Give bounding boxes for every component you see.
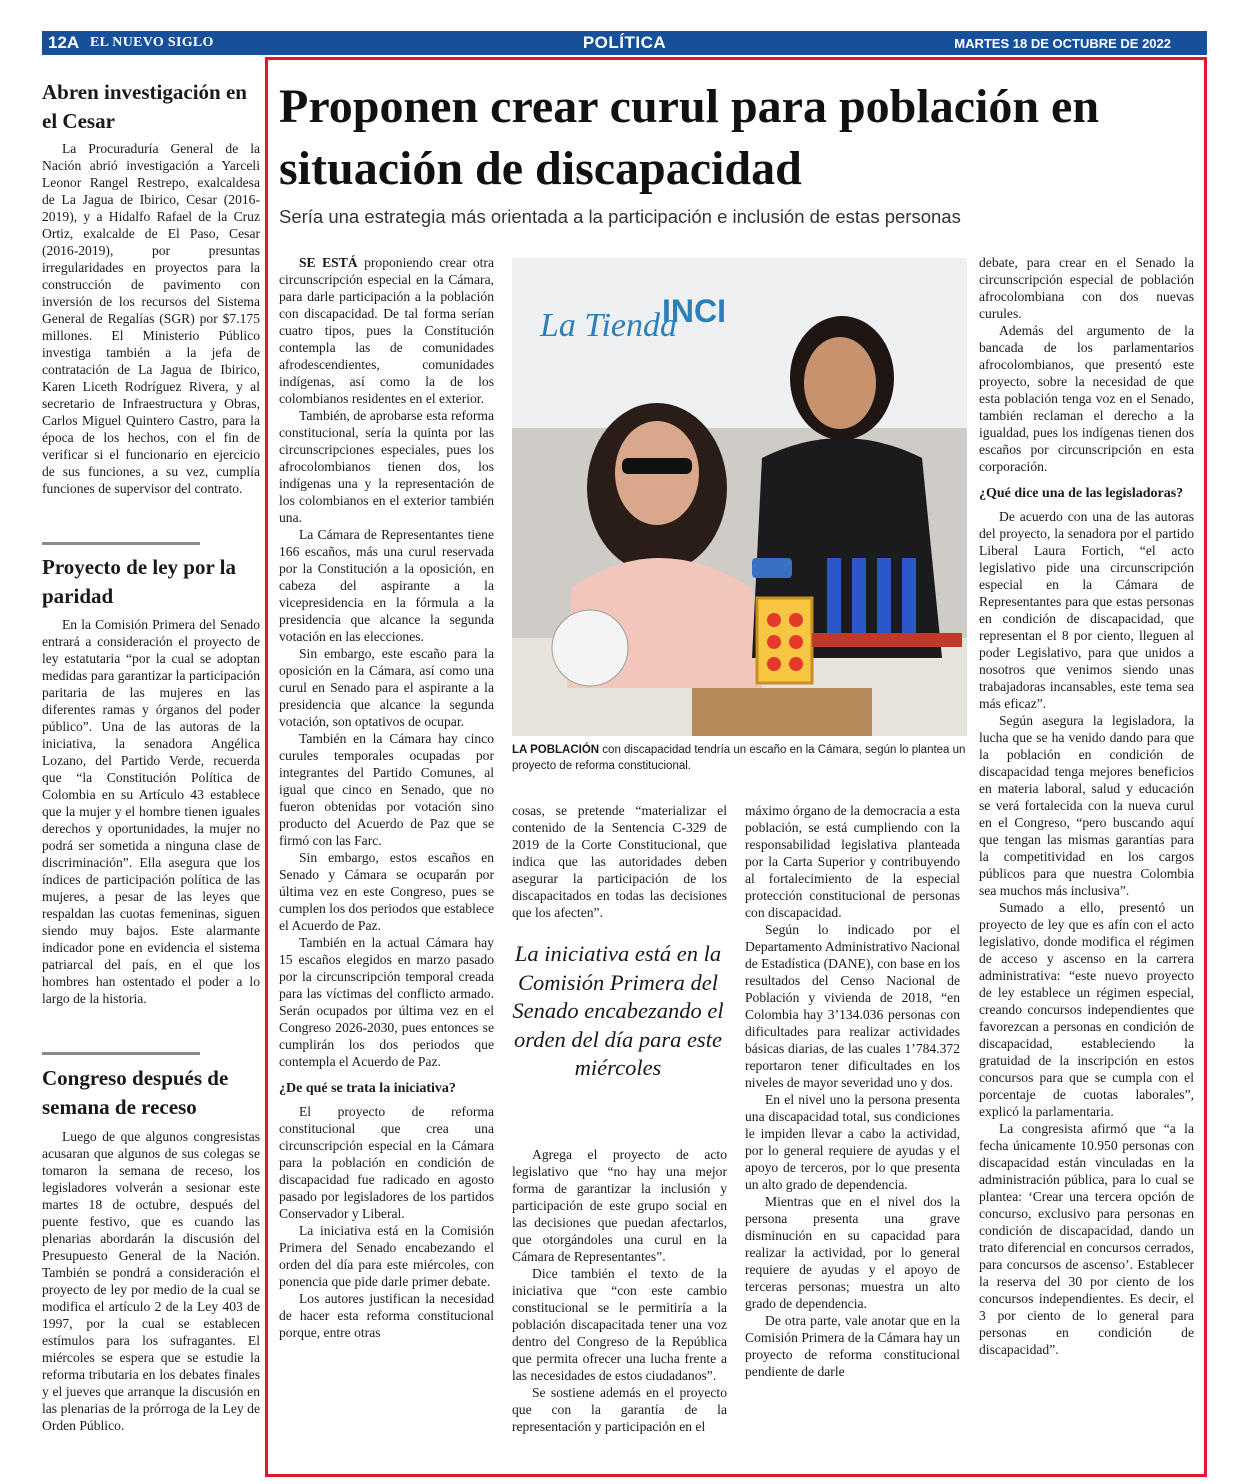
brief-text: En la Comisión Primera del Senado entrará a consideración el proyecto de ley estatutaria “por la cual se adoptan medidas para garantizar la participación paritaria de las mujeres en las diferentes ramas y órganos del poder público”. Una de las autoras de la iniciativa, la senadora Angélica Lozano, del Partido Verde, recuerda que “la Constitución Política de Colombia en su Artículo 43 establece que la mujer y el hombre tienen iguales derechos y oportunidades, la mujer no podrá ser sometida a ninguna clase de discriminación”. Ella asegura que los índices de participación política de las mujeres, a pesar de las leyes que respaldan las cuotas femeninas, siguen siendo muy bajos. Este alarmante indicador pone en evidencia el sistema patriarcal del país, en el que los hombres han ostentado el poder a lo largo de la historia. [42,617,260,1006]
paragraph: Mientras que en el nivel dos la persona presenta una grave disminución en su capacidad para realizar la actividad, por lo general requiere de ayudas y el apoyo de terceras personas; muestra un alto grado de dependencia. [745,1194,960,1311]
section-divider [42,542,200,545]
paragraph: También en la actual Cámara hay 15 escaños elegidos en marzo pasado por la circunscripción temporal creada para las víctimas del conflicto armado. Serán ocupados por última vez en el Congreso 2026-2030, pues entonces se cumplirán los dos periodos que contempla el Acuerdo de Paz. [279,935,494,1069]
paragraph: De acuerdo con una de las autoras del proyecto, la senadora por el partido Liberal Laura Fortich, “el acto legislativo pide una circunscripción especial en la Cámara de Representantes para que estas personas en condición de discapacidad, que representan el 8 por ciento, lleguen al poder Legislativo, para que unidos a nosotros que venimos siendo unas trabajadoras incansables, este tema sea más eficaz”. [979,509,1194,711]
paragraph: proponiendo crear otra circunscripción especial en la Cámara, para darle participación a la población con discapacidad. De tal forma serían cuatro tipos, pues la Constitución contempla las de comunidades afrodescendientes, comunidades indígenas, así como la de los colombianos residentes en el exterior. [279,255,494,406]
paragraph: La Cámara de Representantes tiene 166 escaños, más una curul reservada por la Constitución a la oposición, en cabeza del aspirante a la vicepresidencia en la fórmula a la presidencia que alcance la segunda votación en las elecciones. [279,527,494,644]
paragraph: Además del argumento de la bancada de los parlamentarios afrocolombianos, que presentó este proyecto, sobre la necesidad de que esta población tenga voz en el Senado, también reclaman el derecho a la igualdad, pues los indígenas tienen dos escaños por circunscripción en esta corporación. [979,323,1194,474]
caption-lead: LA POBLACIÓN [512,744,600,756]
section-divider [42,1052,200,1055]
paragraph: Sumado a ello, presentó un proyecto de ley que es afín con el acto legislativo, donde modifica el régimen de acceso y ascenso en la carrera administrativa: “este nuevo proyecto de ley establece un régimen especial, creando concursos independientes que favorezcan a personas en condición de discapacidad, estableciendo la gratuidad de la inscripción en estos concursos para que se cumpla con el porcentaje de cuotas laborales”, explicó la parlamentaria. [979,900,1194,1119]
paragraph: debate, para crear en el Senado la circunscripción especial de población afrocolombiana con dos nuevas curules. [979,255,1194,321]
paragraph: cosas, se pretende “materializar el contenido de la Sentencia C-329 de 2019 de la Corte Constitucional, que indica que las autoridades deben asegurar la participación de los discapacitados en todas las decisiones que los afecten”. [512,803,727,920]
paragraph: Según lo indicado por el Departamento Administrativo Nacional de Estadística (DANE), con base en los resultados del Censo Nacional de Población y vivienda de 2018, “en Colombia hay 3’134.036 personas con dificultades para realizar actividades básicas diarias, de las cuales 1’784.372 reportaron tener dificultades en los niveles de mayor severidad uno y dos. [745,922,960,1090]
brief-text: La Procuraduría General de la Nación abrió investigación a Yarceli Leonor Rangel Restrepo, exalcaldesa de La Jagua de Ibirico, Cesar (2016-2019), y a Hidalfo Rafael de la Cruz Ortiz, exalcalde de El Paso, Cesar (2016-2019), por presuntas irregularidades en proyectos para la construcción de pavimento con inversión de los recursos del Sistema General de Regalías (SGR) por $7.175 millones. El Ministerio Público investiga también a la jefa de contratación de La Jagua de Ibirico, Karen Liceth Rodríguez Rivera, y al secretario de Infraestructura y Obras, Carlos Miguel Quintero Castro, para la época de los hechos, con el fin de verificar si el funcionario en ejercicio de sus funciones, a su vez, cumplía funciones de supervisor del contrato. [42,141,260,496]
photo-illustration [512,258,967,736]
brief-text: Luego de que algunos congresistas acusaran que algunos de sus colegas se tomaron la semana de receso, los legisladores volverán a sesionar este martes 18 de octubre, después del puente festivo, que es cuando las plenarias abordarán la discusión del Presupuesto General de la Nación. También se pondrá a consideración el proyecto de ley por medio de la cual se modifica el artículo 2 de la Ley 403 de 1997, por la cual se establecen estímulos para los sufragantes. El miércoles se espera que se estudie la reforma tributaria en los debates finales y el jueves que arranque la discusión en las plenarias de la prórroga de la Ley de Orden Público. [42,1129,260,1433]
section-name: POLÍTICA [582,33,667,52]
newspaper-name: EL NUEVO SIGLO [90,35,214,50]
paragraph: El proyecto de reforma constitucional que crea una circunscripción especial en la Cámara para la población en condición de discapacidad fue radicado en agosto pasado por legisladores de los partidos Conservador y Liberal. [279,1104,494,1221]
article-photo [512,258,967,736]
subheading: ¿Qué dice una de las legisladoras? [979,486,1184,501]
paragraph: De otra parte, vale anotar que en la Comisión Primera de la Cámara hay un proyecto de reforma constitucional pendiente de darle [745,1313,960,1379]
paragraph: Según asegura la legisladora, la lucha que se ha venido dando para que la población en condición de discapacidad tenga mejores beneficios en materia laboral, salud y educación se verá fortalecida con la nueva curul en el Congreso, “pero buscando aquí que tengan las mismas garantías para la competitividad en los cargos públicos para que nuestra Colombia sea muchos más inclusiva”. [979,713,1194,898]
article-column-1 [279,254,494,1341]
paragraph: Sin embargo, este escaño para la oposición en la Cámara, así como una curul en Senado para el aspirante a la presidencia que alcance la segunda votación, son optativos de ocupar. [279,646,494,729]
article-column-4 [979,254,1194,1358]
paragraph: Los autores justifican la necesidad de hacer esta reforma constitucional porque, entre otras [279,1291,494,1340]
paragraph: En el nivel uno la persona presenta una discapacidad total, sus condiciones le impiden llevar a cabo la actividad, por lo general requiere de ayudas y el apoyo de terceros, por lo que presenta un alto grado de dependencia. [745,1092,960,1192]
caption-text: con discapacidad tendría un escaño en la Cámara, según lo plantea un proyecto de reforma constitucional. [512,744,966,772]
paragraph: máximo órgano de la democracia a esta población, se está cumpliendo con la responsabilidad legislativa planteada por la Carta Superior y contribuyendo al fortalecimiento de la especial protección constitucional de personas con discapacidad. [745,803,960,920]
issue-date: MARTES 18 DE OCTUBRE DE 2022 [954,36,1171,51]
article-column-3 [745,802,960,1380]
paragraph: La iniciativa está en la Comisión Primera del Senado encabezando el orden del día para este miércoles, con ponencia que pide darle primer debate. [279,1223,494,1289]
article-column-2 [512,802,727,921]
paragraph: También, de aprobarse esta reforma constitucional, sería la quinta por las circunscripciones especiales, pues los afrocolombianos tienen dos, los indígenas una y la representación de los colombianos en el exterior también una. [279,408,494,525]
brief-title-cesar: Abren investigación en el Cesar [42,80,247,133]
paragraph: Agrega el proyecto de acto legislativo que “no hay una mejor forma de garantizar la inclusión y participación de este grupo social en las decisiones que puedan afectarlos, que otorgándoles una curul en la Cámara de Representantes”. [512,1147,727,1264]
article-headline: Proponen crear curul para población en situación de discapacidad [279,80,1100,195]
brief-body-congreso [42,1128,260,1434]
brief-body-cesar [42,140,260,497]
photo-caption [512,742,967,774]
subheading: ¿De qué se trata la iniciativa? [279,1081,456,1096]
article-column-2b [512,1146,727,1435]
paragraph: También en la Cámara hay cinco curules temporales ocupadas por integrantes del Partido Comunes, al igual que cinco en Senado, que no fueron obtenidas por votación sino producto del Acuerdo de Paz que se firmó con las Farc. [279,731,494,848]
paragraph: Sin embargo, estos escaños en Senado y Cámara se ocuparán por última vez en este Congreso, pues se cumplen los dos periodos que establece el Acuerdo de Paz. [279,850,494,933]
paragraph: La congresista afirmó que “a la fecha únicamente 10.950 personas con discapacidad están vinculadas en la administración pública, para lo cual se plantea: ‘Crear una tercera opción de concurso, exclusivo para personas en condición de discapacidad, dando un trato diferencial en concursos cerrados, para concursos de ascenso’. Establecer la reserva del 30 por ciento de los concursos independientes. Es decir, el 3 por ciento de lo general para personas en condición de discapacidad”. [979,1121,1194,1357]
article-subhead: Sería una estrategia más orientada a la participación e inclusión de estas personas [279,206,961,227]
brief-body-paridad [42,616,260,1007]
page-header-bar [42,31,1207,55]
brief-title-congreso: Congreso después de semana de receso [42,1066,229,1119]
lead-word: SE ESTÁ [299,255,358,270]
paragraph: Dice también el texto de la iniciativa que “con este cambio constitucional se le permitiría a la población discapacitada tener una voz dentro del Congreso de la República que permita ofrecer una lucha frente a las necesidades de estos ciudadanos”. [512,1266,727,1383]
page-number: 12A [48,33,80,52]
pull-quote: La iniciativa está en la Comisión Primera del Senado encabezando el orden del día para este miércoles [512,941,724,1080]
store-sign-text: La Tienda [540,307,677,344]
paragraph: Se sostiene además en el proyecto que con la garantía de la representación y participación en el [512,1385,727,1434]
brief-title-paridad: Proyecto de ley por la paridad [42,555,237,608]
svg-text:INCI: INCI [662,293,726,329]
